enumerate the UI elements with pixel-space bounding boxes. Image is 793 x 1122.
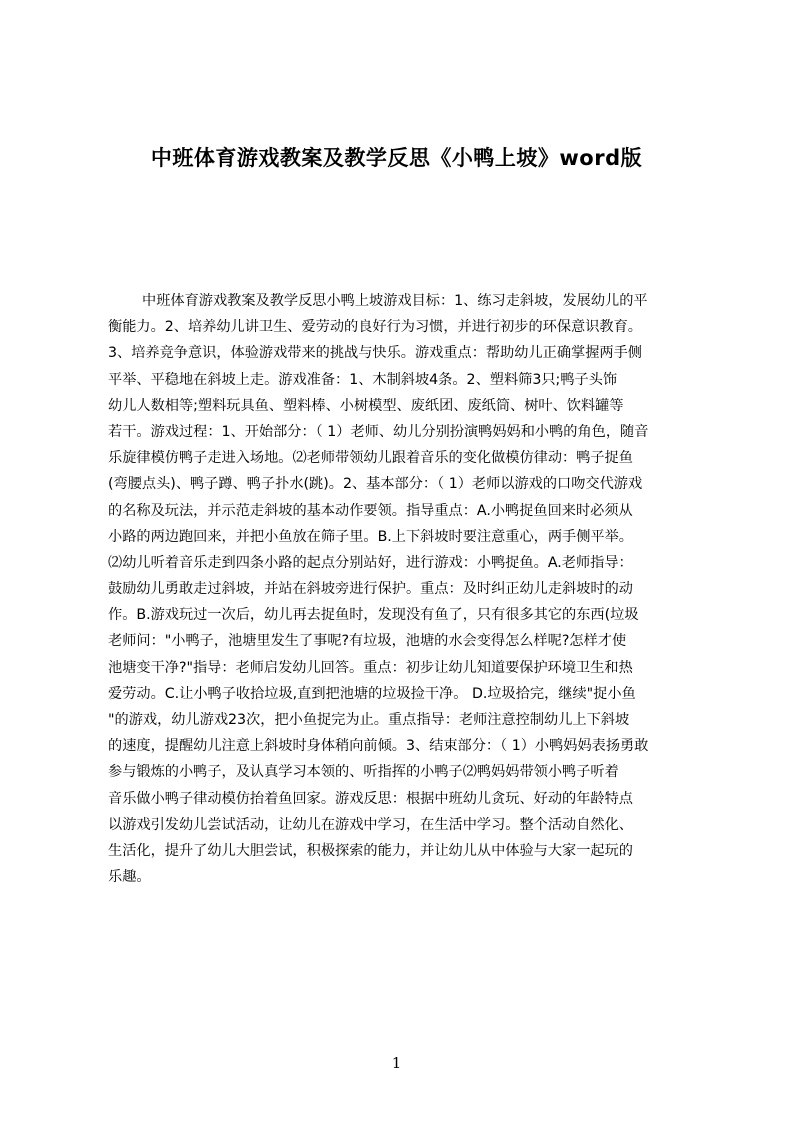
- body-line: 鼓励幼儿勇敢走过斜坡，并站在斜坡旁进行保护。重点：及时纠正幼儿走斜坡时的动: [108, 581, 633, 598]
- body-line: (弯腰点头)、鸭子蹲、鸭子扑水(跳)。2、基本部分：（ 1）老师以游戏的口吻交代游戏: [108, 476, 643, 493]
- body-line: 爱劳动。C.让小鸭子收拾垃圾,直到把池塘的垃圾捡干净。 D.垃圾拾完，继续"捉小鱼: [108, 685, 636, 702]
- body-line: 幼儿人数相等;塑料玩具鱼、塑料棒、小树模型、废纸团、废纸筒、树叶、饮料罐等: [108, 397, 624, 414]
- body-line: 中班体育游戏教案及教学反思小鸭上坡游戏目标：1、练习走斜坡，发展幼儿的平: [142, 293, 648, 309]
- body-line: 音乐做小鸭子律动模仿抬着鱼回家。游戏反思：根据中班幼儿贪玩、好动的年龄特点: [108, 790, 633, 807]
- body-line: 作。B.游戏玩过一次后，幼儿再去捉鱼时，发现没有鱼了，只有很多其它的东西(垃圾: [108, 607, 639, 624]
- body-line: 若干。游戏过程：1、开始部分：（ 1）老师、幼儿分别扮演鸭妈妈和小鸭的角色，随音: [108, 423, 649, 440]
- body-line: 的名称及玩法，并示范走斜坡的基本动作要领。指导重点：A.小鸭捉鱼回来时必须从: [108, 502, 633, 519]
- body-line: 生活化，提升了幼儿大胆尝试，积极探索的能力，并让幼儿从中体验与大家一起玩的: [108, 842, 633, 859]
- body-line: 乐趣。: [108, 869, 151, 886]
- body-line: 以游戏引发幼儿尝试活动，让幼儿在游戏中学习，在生活中学习。整个活动自然化、: [108, 816, 633, 833]
- body-line: 池塘变干净?"指导：老师启发幼儿回答。重点：初步让幼儿知道要保护环境卫生和热: [108, 659, 633, 676]
- document-body: [108, 288, 700, 908]
- body-line: 3、培养竞争意识，体验游戏带来的挑战与快乐。游戏重点：帮助幼儿正确掌握两手侧: [108, 345, 642, 362]
- document-title: 中班体育游戏教案及教学反思《小鸭上坡》word版: [150, 146, 643, 170]
- page-number: 1: [391, 1054, 402, 1072]
- body-line: 老师问："小鸭子，池塘里发生了事呢?有垃圾，池塘的水会变得怎么样呢?怎样才使: [108, 633, 627, 650]
- body-line: 参与锻炼的小鸭子，及认真学习本领的、听指挥的小鸭子⑵鸭妈妈带领小鸭子听着: [108, 764, 619, 781]
- body-line: 小路的两边跑回来，并把小鱼放在筛子里。B.上下斜坡时要注意重心，两手侧平举。: [108, 528, 633, 545]
- body-line: ⑵幼儿听着音乐走到四条小路的起点分别站好，进行游戏：小鸭捉鱼。A.老师指导：: [108, 554, 633, 571]
- body-line: 的速度，提醒幼儿注意上斜坡时身体稍向前倾。3、结束部分：（ 1）小鸭妈妈表扬勇敢: [108, 738, 649, 755]
- body-line: 平举、平稳地在斜坡上走。游戏准备：1、木制斜坡4条。2、塑料筛3只;鸭子头饰: [108, 371, 618, 388]
- body-line: 衡能力。2、培养幼儿讲卫生、爱劳动的良好行为习惯，并进行初步的环保意识教育。: [108, 319, 642, 336]
- body-line: "的游戏，幼儿游戏23次，把小鱼捉完为止。重点指导：老师注意控制幼儿上下斜坡: [108, 712, 630, 728]
- body-line: 乐旋律模仿鸭子走进入场地。⑵老师带领幼儿跟着音乐的变化做模仿律动：鸭子捉鱼: [108, 450, 633, 467]
